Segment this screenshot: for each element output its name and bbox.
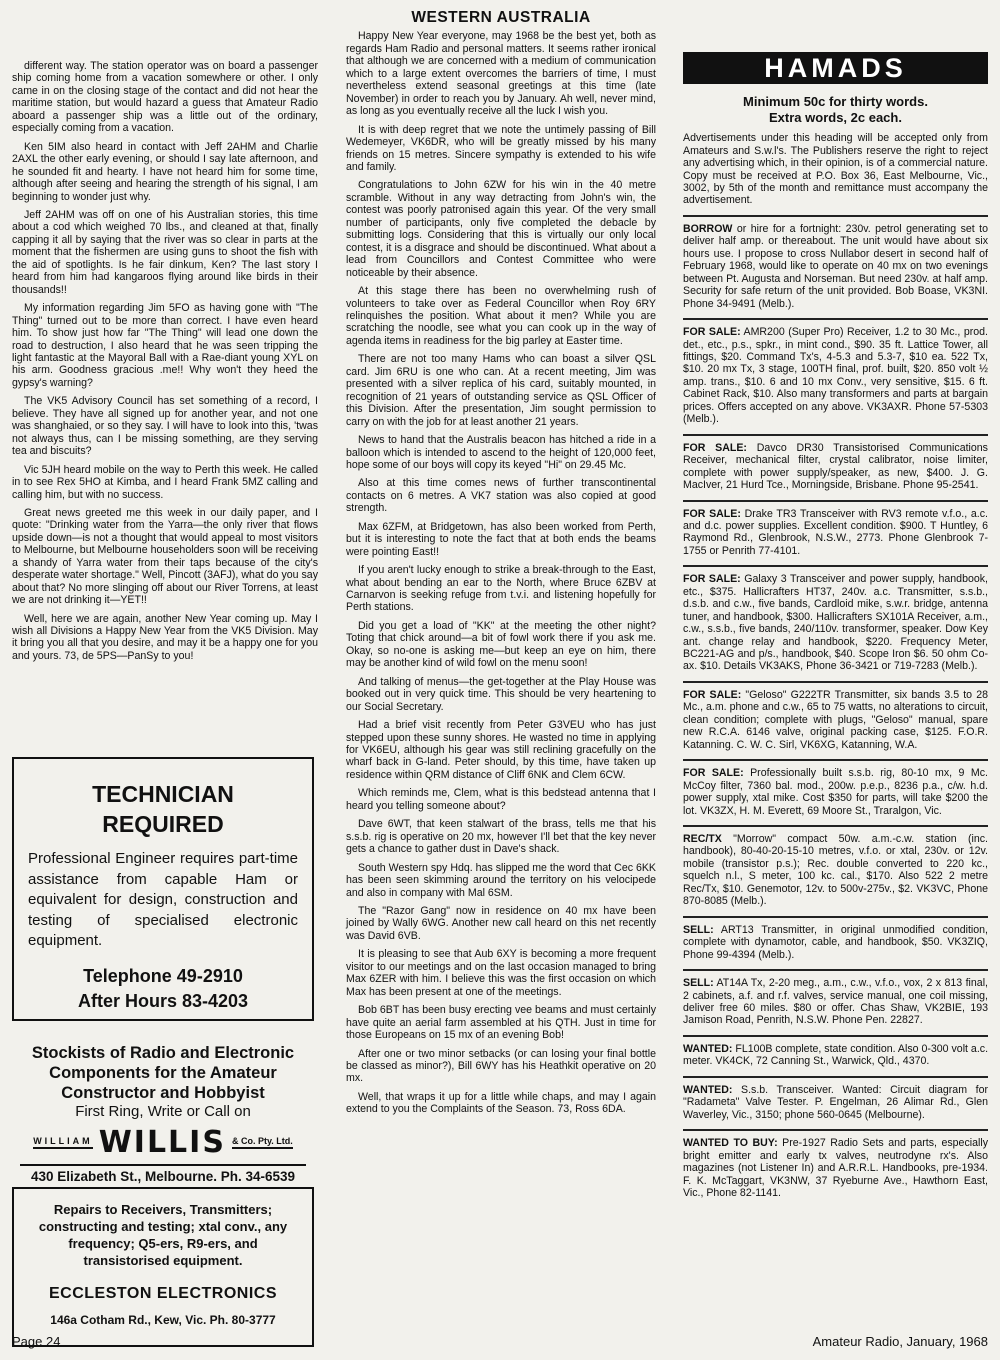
column-2-text (346, 9, 656, 1122)
classified-ad (683, 825, 988, 908)
classified-ad (683, 565, 988, 673)
hamads-rate-1: Minimum 50c for thirty words. (743, 94, 928, 110)
paragraph: different way. The station operator was on board a passenger ship coming home from a vacation somewhere or other. I only came in on the closing stage of the contact and did not hear the maritime station, but would hazard a guess that Amateur Radio aboard a passenger ship was a little out of the ordinary, especially coming from a vacation. (12, 60, 318, 135)
paragraph: And talking of menus—the get-together at the Play House was booked out in very quick time. This should be very heartening to our Social Secretary. (346, 675, 656, 713)
classified-ad (683, 759, 988, 817)
paragraph: After one or two minor setbacks (or can losing your final bottle be classed as minor?), Bill 6WY has his Heathkit operative on 20 mx. (346, 1047, 656, 1085)
ad-lead: WANTED TO BUY: (683, 1137, 778, 1150)
ad-text: AT14A Tx, 2-20 meg., a.m., c.w., v.f.o., vox, 2 x 813 final, 2 cabinets, a.f. and r.f. valves, service manual, one coil missing, deliver free 60 miles. $80 or offer. Chas Shaw, VK2BIE, 193 Jamison Road, Penrith, N.S.W. Phone Pen. 22827. (683, 977, 988, 1027)
paragraph: Vic 5JH heard mobile on the way to Perth this week. He called in to see Rex 5HO at Kimba, and I heard Frank 5MZ calling and calling him, but with no success. (12, 463, 318, 501)
ad-lead: FOR SALE: (683, 326, 741, 339)
tech-title-1: TECHNICIAN (92, 781, 234, 807)
ad-text: AMR200 (Super Pro) Receiver, 1.2 to 30 Mc., prod. det., etc., p.s., spkr., in mint cond., $90. 35 ft. Lattice Tower, all fittings, $20. Command Tx's, 4-5.3 and 5.3-7, $10 ea. 522 Tx, $10. 20 mx Tx, 3 stage, 100TH final, prof. built, $20. 850 volt ½ amp. trans., $10. 6 and 10 mx Conv., very sensitive, $15. 6 ft. Cabinet Rack, $10. Also many transformers and parts at bargain prices. Offers accepted on any above. VK3AXR. Phone 57-5303 (Melb.). (683, 326, 988, 426)
ad-lead: FOR SALE: (683, 441, 747, 454)
column-1-text (12, 60, 318, 668)
ad-text: Professionally built s.s.b. rig, 80-10 mx, 9 Mc. McCoy filter, 7360 bal. mod., 200w. p.e.p., 8236 p.a., c/w. h.d. power supply, xtal mike. Cost $350 for parts, will take $200 the lot. VK3ZX, H. M. Everett, 69 Moore St., Traralgon, Vic. (683, 767, 988, 817)
ad-lead: SELL: (683, 977, 714, 990)
willis-line-2: Components for the Amateur (49, 1064, 277, 1082)
paragraph: Happy New Year everyone, may 1968 be the best yet, both as regards Ham Radio and personal matters. It seems rather ironical that although we are concerned with a medium of communication which to a large extent overcomes the barriers of time, I must nevertheless extend seasonal greetings at this time (late November) in order to reach you by January. Ah well, never mind, as long as you eventually receive all the luck I wish you. (346, 30, 656, 118)
eccleston-ad (12, 1187, 314, 1347)
willis-logo-small: WILLIAM (33, 1136, 93, 1149)
classified-ad (683, 681, 988, 751)
paragraph: Which reminds me, Clem, what is this bedstead antenna that I heard you telling someone about? (346, 787, 656, 812)
paragraph: It is with deep regret that we note the untimely passing of Bill Wedemeyer, VK6DR, who will be greatly missed by his many friends on 15 metres. Sincere sympathy is extended to his wife and family. (346, 123, 656, 173)
paragraph: Great news greeted me this week in our daily paper, and I quote: "Drinking water from the Yarra—the only river that flows upside down—is not a thought that would appeal to most visitors to Melbourne, but Melbourne householders soon will be receiving a shandy of Yarra water from their taps because of the city's desperate water shortage." Well, Pincott (3AFJ), what do you say about that? No more slinging off about our River Torrens, at least we are not drinking it—YET!! (12, 506, 318, 607)
ad-text: or hire for a fortnight: 230v. petrol generating set to deliver half amp. or thereabout. The unit would have about six hours use. I propose to cross Nullabor desert in second half of February 1968, would like to operate on 40 mx on two evenings between Pt. Augusta and Norseman. But need 230v. at half amp. Security for safe return of the unit provided. Bob Boase, VK3NI. Phone 34-9491 (Melb.). (683, 222, 988, 310)
paragraph: Had a brief visit recently from Peter G3VEU who has just stepped upon these sunny shores. He wasted no time in applying for VK6EU, although his gear was still reclining gracefully on the wharf back in G-land. Peter should, by this time, have taken up residence within QRM distance of Cliff 6NK and Clem 6CW. (346, 719, 656, 781)
paragraph: News to hand that the Australis beacon has hitched a ride in a balloon which is intended to ascend to the height of 120,000 feet, hope some of our boys will copy its keyed "Hi" on 29.45 Mc. (346, 434, 656, 471)
hamads-column (683, 12, 988, 1207)
ad-text: "Morrow" compact 50w. a.m.-c.w. station (inc. handbook), 80-40-20-15-10 metres, v.f.o. or xtal, 230v. or 12v. mobile (transistor p.s.); Rec. double converted to 220 kc., squelch n.l., S meter, 100 kc. cal., $170. Also 522 2 metre Rec/Tx, $10. Genemotor, 12v. to 500v-275v., $2. VK3VC, Phone 870-8085 (Melb.). (683, 833, 988, 908)
hamads-intro: Advertisements under this heading will be accepted only from Amateurs and S.w.l's. The Publishers reserve the right to reject any advertising which, in their opinion, is of a commercial nature. Copy must be received at P.O. Box 36, East Melbourne, Vic., 3002, by 5th of the month and remittance must accompany the advertisement. (683, 132, 988, 207)
paragraph: If you aren't lucky enough to strike a break-through to the East, what about bending an ear to the North, where Bruce 6ZBV at Carnarvon is seeking refuge from t.v.i. and listening hopefully for Perth stations. (346, 564, 656, 614)
classified-ad (683, 500, 988, 558)
eccleston-name: ECCLESTON ELECTRONICS (49, 1285, 277, 1302)
ad-lead: FOR SALE: (683, 688, 742, 701)
paragraph: There are not too many Hams who can boast a silver QSL card. Jim 6RU is one who can. At a recent meeting, Jim was presented with a silver replica of his card, suitably mounted, in recognition of 21 years of outstanding service as QSL Officer of this Division. After the presentation, Jim sought permission to carry on with the job for at least another 21 years. (346, 353, 656, 428)
tech-title-2: REQUIRED (102, 811, 224, 837)
ad-text: Galaxy 3 Transceiver and power supply, handbook, etc., $375. Hallicrafters HT37, 240v. a.c. Transmitter, s.s.b., d.s.b. and c.w., five bands, Cardloid mike, s.w.r. bridge, antenna tuner, and handbook, $300. Hallicrafters SX101A Receiver, a.m., c.w., s.s.b., five bands, 240/110v. transformer, speaker. Dow Key ant. change relay and handbook, $220. Frequency Meter, BC221-AG and p/s., handbook, $40. Scope Iron $6. 50 ohm Co-ax. $10. Details VK3AKS, Phone 36-3421 or 719-7283 (Melb.). (683, 573, 988, 673)
willis-logo (12, 1125, 314, 1160)
paragraph: It is pleasing to see that Aub 6XY is becoming a more frequent visitor to our meetings and on the last occasion managed to bring Max 6ZER with him. I believe this was the first occasion on which Max has been present at one of the meetings. (346, 948, 656, 998)
classified-ad (683, 1076, 988, 1121)
paragraph: My information regarding Jim 5FO as having gone with "The Thing" turned out to be more than correct. I have even heard him. To show just how far "The Thing" will lead one down the road to destruction, I also heard that he was seen tripping the light fantastic at the Mayoral Ball with a Rae-diant young XYL on his arm. Goodness gracious .me!! Why won't they heed the gypsy's warning? (12, 302, 318, 389)
tech-phone: Telephone 49-2910 (83, 965, 243, 986)
willis-line-3: Constructor and Hobbyist (61, 1084, 265, 1102)
paragraph: Dave 6WT, that keen stalwart of the brass, tells me that his s.s.b. rig is operative on 20 mx, however I'll bet that the key never gets a chance to gather dust in Dave's shack. (346, 818, 656, 856)
page-number: Page 24 (12, 1334, 61, 1349)
paragraph: Ken 5IM also heard in contact with Jeff 2AHM and Charlie 2AXL the other early evening, or should I say late afternoon, and he sounded fit and hearty. I have not heard him for some time, although after seeing and hearing the strength of his signal, I am beginning to wonder just why. (12, 140, 318, 203)
ad-text: Pre-1927 Radio Sets and parts, especially bright emitter and early tx valves, neutrodyne rx's. Also magazines (not Listener In) and A.R.R.L. Handbooks, pre-1934. F. K. McTaggart, VK3NW, 37 Ryeburne Ave., Hawthorn East, Vic., Phone 82-1141. (683, 1137, 988, 1199)
tech-after-hours: After Hours 83-4203 (77, 990, 249, 1011)
willis-line-4: First Ring, Write or Call on (75, 1103, 251, 1120)
ad-lead: FOR SALE: (683, 573, 741, 586)
western-australia-body (346, 30, 656, 1115)
eccleston-address: 146a Cotham Rd., Kew, Vic. Ph. 80-3777 (50, 1313, 276, 1327)
ad-text: ART13 Transmitter, in original unmodified condition, complete with dynamotor, cable, and handbook, $50. VK3ZIQ, Phone 99-4394 (Melb.). (683, 923, 988, 961)
hamads-rate-2: Extra words, 2c each. (769, 110, 902, 126)
willis-address: 430 Elizabeth St., Melbourne. Ph. 34-6539 (20, 1164, 306, 1184)
ad-lead: FOR SALE: (683, 767, 744, 780)
willis-ad (12, 1033, 314, 1184)
classified-ad (683, 318, 988, 426)
paragraph: The "Razor Gang" now in residence on 40 mx have been joined by Wally 6WG. Another new call heard on this net recently was David 6VB. (346, 905, 656, 942)
ad-lead: WANTED: (683, 1083, 733, 1096)
ad-text: FL100B complete, state condition. Also 0-300 volt a.c. meter. VK4CK, 72 Canning St., Warwick, Qld., 4370. (683, 1042, 989, 1068)
classified-ad (683, 1129, 988, 1199)
classified-ad (683, 916, 988, 961)
paragraph: Well, here we are again, another New Year coming up. May I wish all Divisions a Happy New Year from the VK5 Division. May it bring you all that you desire, and may it be a happy one for you and yours. 73, de 5PS—PanSy to you! (12, 612, 318, 662)
paragraph: Jeff 2AHM was off on one of his Australian stories, this time about a cod which weighed 70 lbs., and cleaned at that, finally capping it all by saying that the river was so clear in parts at the moment that the fishermen are using guns to shoot the fish with the aid of spotlights. Is he fair dinkum, Ken? The last story I heard from him had kangaroos flying around like birds in their thousands!! (12, 208, 318, 296)
hamads-banner: HAMADS (683, 52, 988, 84)
paragraph: Bob 6BT has been busy erecting vee beams and must certainly have quite an aerial farm assembled at his QTH. Just in time for those Europeans on 15 mx of an evening Bob! (346, 1004, 656, 1042)
ad-lead: BORROW (683, 222, 733, 235)
ad-text: S.s.b. Transceiver. Wanted: Circuit diagram for "Radameta" Valve Tester. P. Engelman, 26 Alimar Rd., Glen Waverley, Vic., 3150; phone 560-0645 (Melbourne). (683, 1083, 988, 1121)
willis-logo-co: & Co. Pty. Ltd. (232, 1136, 293, 1149)
hamads-rates (683, 94, 988, 126)
classified-ad (683, 215, 988, 310)
publication-line: Amateur Radio, January, 1968 (812, 1334, 988, 1349)
hamads-list (683, 215, 988, 1200)
ad-lead: FOR SALE: (683, 507, 741, 520)
paragraph: Max 6ZFM, at Bridgetown, has also been worked from Perth, but it is interesting to note the fact that at both ends the beams were pointing East!! (346, 520, 656, 558)
ad-lead: REC/TX (683, 833, 722, 846)
willis-logo-big: WILLIS (98, 1125, 226, 1160)
ad-text: Davco DR30 Transistorised Communications Receiver, mechanical filter, crystal calibrator, noise limiter, complete with power supply/speaker, as new, $400. J. G. MacIver, 21 Hurd Tce., Morningside, Brisbane. Phone 95-2541. (683, 441, 988, 492)
ad-text: "Geloso" G222TR Transmitter, six bands 3.5 to 28 Mc., a.m. phone and c.w., 65 to 75 watts, no alterations to circuit, clean condition; complete with plugs, "Geloso" manual, spare new R.C.A. 6146 valve, original packing case, $125. F.O.R. Katanning. C. W. C. Sirl, VK6XG, Katanning, W.A. (683, 688, 988, 751)
eccleston-text: Repairs to Receivers, Transmitters; constructing and testing; xtal conv., any frequency; Q5-ers, R9-ers, and transistorised equipment. (38, 1202, 288, 1268)
paragraph: Did you get a load of "KK" at the meeting the other night? Toting that chick around—a bit of fowl work there if you ask me. Okay, so no-one is asking me—but keep an eye on him, there may be another kind of wild fowl on the menu soon! (346, 619, 656, 670)
ad-lead: SELL: (683, 923, 714, 936)
classified-ad (683, 969, 988, 1027)
ad-lead: WANTED: (683, 1042, 733, 1055)
paragraph: South Western spy Hdq. has slipped me the word that Cec 6KK has been seen skimming around the territory on his velocipede and also in company with Mal 6SM. (346, 861, 656, 899)
ad-text: Drake TR3 Transceiver with RV3 remote v.f.o., a.c. and d.c. power supplies. Excellent condition. $900. T Huntley, 6 Raymond Rd., Glenbrook, N.S.W., 2773. Phone Glenbrook 7-1755 or Penrith 77-4101. (683, 507, 988, 557)
paragraph: Congratulations to John 6ZW for his win in the 40 metre scramble. Without in any way detracting from John's win, the contest was poorly patronised again this year. Of the very small number of participants, only five completed the debacle by submitting logs. Considering that this is virtually our only local contest, it is a disgrace and should be discontinued. What about a lead from Councillors and Contest Committee who were noticeable by their absence. (346, 179, 656, 279)
paragraph: Also at this time comes news of further transcontinental contacts on 6 metres. A VK7 station was also copied at good strength. (346, 477, 656, 515)
classified-ad (683, 434, 988, 492)
willis-line-1: Stockists of Radio and Electronic (31, 1044, 295, 1062)
section-heading: WESTERN AUSTRALIA (411, 9, 591, 26)
classified-ad (683, 1035, 988, 1068)
paragraph: Well, that wraps it up for a little while chaps, and may I again extend to you the Complaints of the Season. 73, Ross 6DA. (346, 1090, 656, 1116)
tech-body: Professional Engineer requires part-time assistance from capable Ham or equivalent for design, construction and testing of specialised electronic equipment. (28, 850, 298, 949)
paragraph: The VK5 Advisory Council has set something of a record, I believe. They have all signed up for another year, and not one was shanghaied, or so they say. I will have to look into this, 'twas not always thus, can I be missing something, are they serving tea and biscuits? (12, 395, 318, 458)
technician-ad (12, 757, 314, 1021)
paragraph: At this stage there has been no overwhelming rush of volunteers to take over as Federal Councillor when Roy 6RY relinquishes the position. What about it men? While you are scratching the noodle, see what you can cook up in the way of agenda items in readiness for the big parley at Easter time. (346, 285, 656, 347)
